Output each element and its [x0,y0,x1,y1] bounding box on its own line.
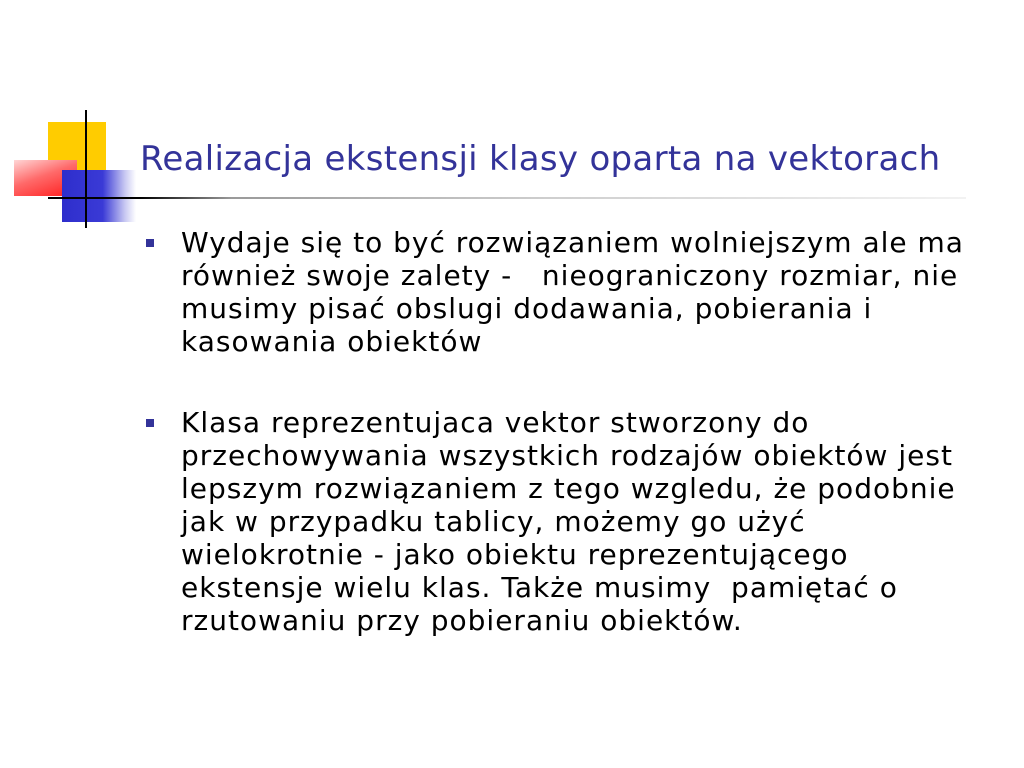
slide-title: Realizacja ekstensji klasy oparta na vektorach [140,139,941,179]
bullet-line: przechowywania wszystkich rodzajów obiektów jest [181,439,953,472]
square-bullet-icon [146,239,154,247]
bullet-line: kasowania obiektów [181,325,483,358]
bullet-line: Wydaje się to być rozwiązaniem wolniejszym ale ma [181,226,964,259]
title-underline [48,197,966,199]
bullet-line: ekstensje wielu klas. Także musimy pamiętać o [181,571,898,604]
logo-blue-square [62,170,136,222]
bullet-line: również swoje zalety - nieograniczony rozmiar, nie [181,259,959,292]
bullet-text [181,406,956,637]
bullet-line: jak w przypadku tablicy, możemy go użyć [181,505,806,538]
square-bullet-icon [146,419,154,427]
bullet-line: rzutowaniu przy pobieraniu obiektów. [181,604,743,637]
bullet-line: lepszym rozwiązaniem z tego wzgledu, że podobnie [181,472,956,505]
bullet-text [181,226,964,358]
bullet-line: Klasa reprezentujaca vektor stworzony do [181,406,810,439]
bullet-line: musimy pisać obslugi dodawania, pobierania i [181,292,873,325]
logo-vertical-line [85,110,87,228]
bullet-line: wielokrotnie - jako obiektu reprezentującego [181,538,849,571]
